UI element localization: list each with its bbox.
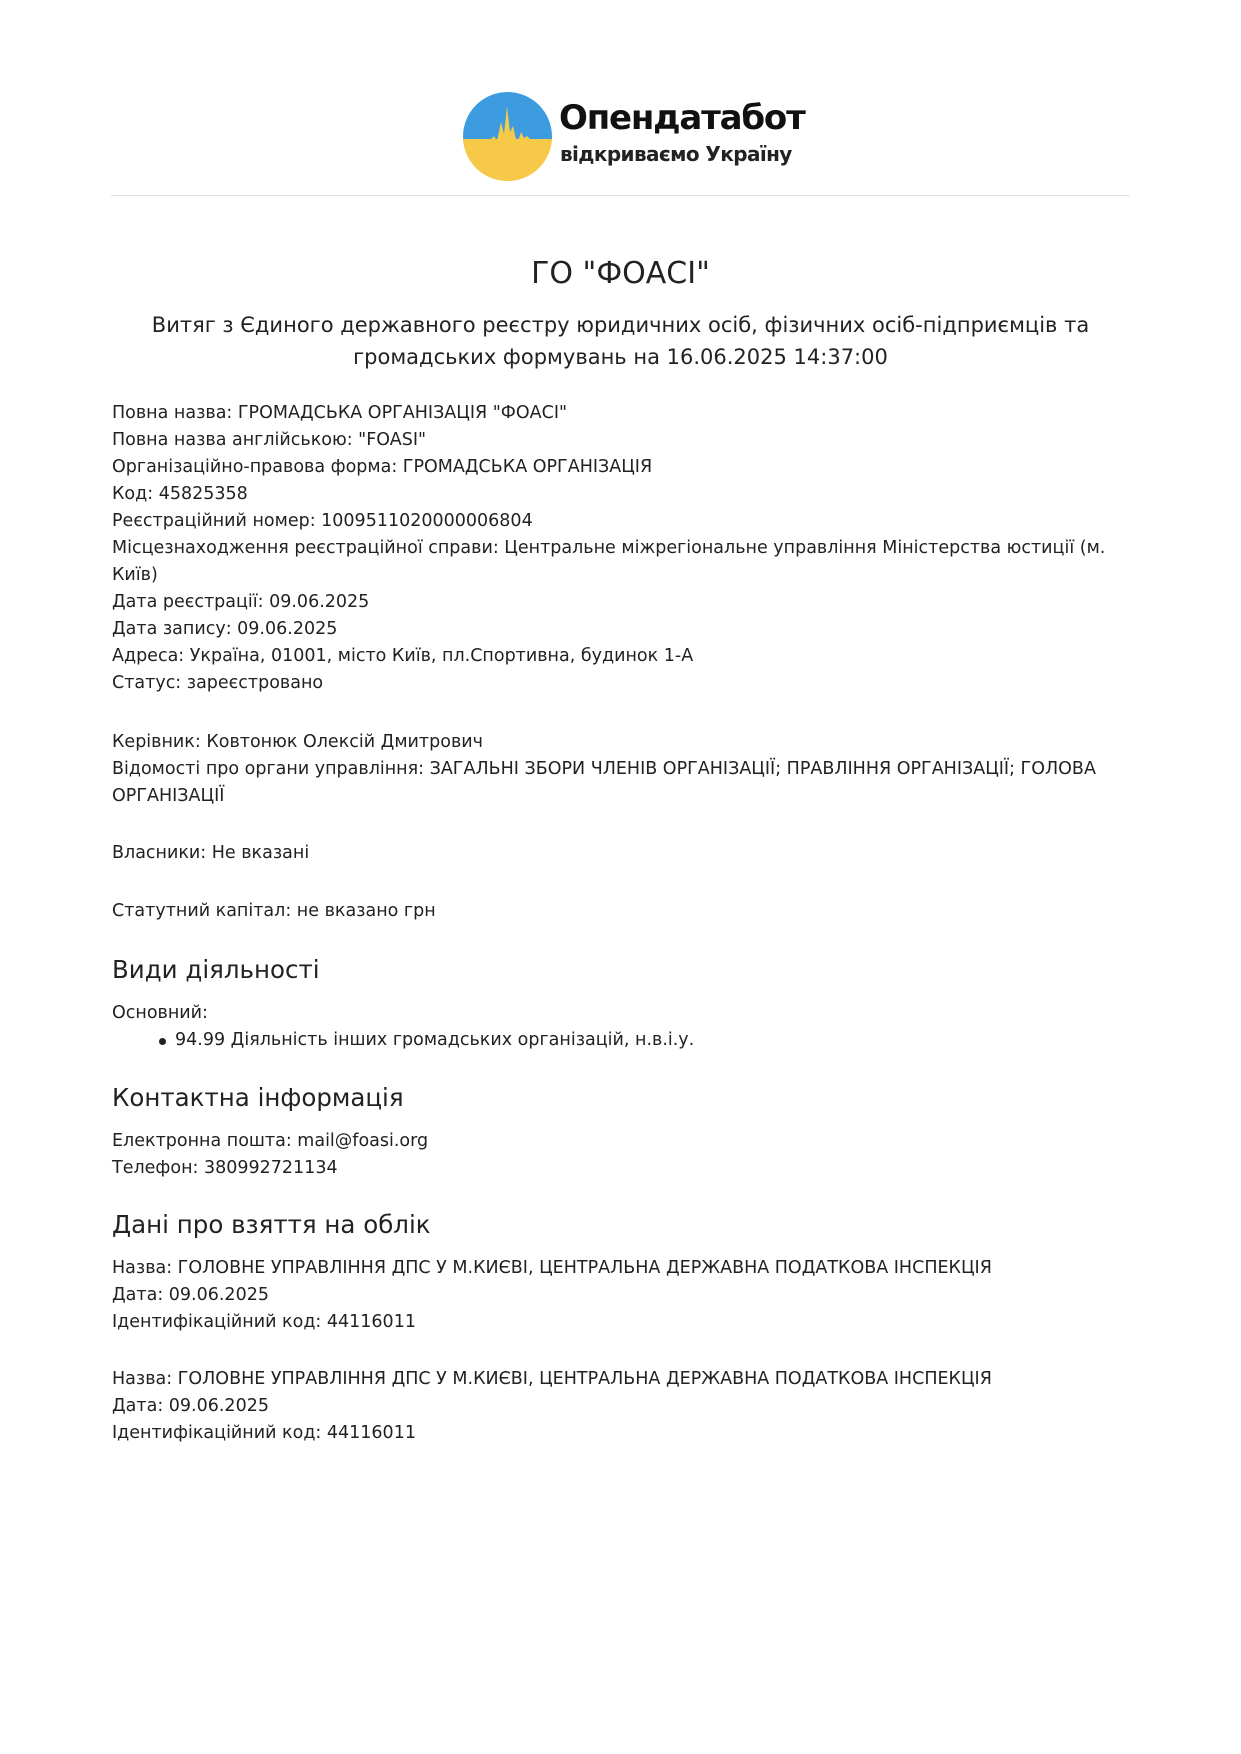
registration-number-line: Реєстраційний номер: 1009511020000006804	[112, 511, 533, 531]
tax-registration-heading: Дані про взяття на облік	[112, 1210, 431, 1239]
opendatabot-logo	[463, 92, 805, 182]
case-location-line: Місцезнаходження реєстраційної справи: Центральне міжрегіональне управління Міністерства юстиції (м. Київ)	[112, 538, 1106, 585]
owners-line: Власники: Не вказані	[112, 843, 310, 863]
english-name-line: Повна назва англійською: "FOASI"	[112, 430, 427, 450]
registration-date-line: Дата реєстрації: 09.06.2025	[112, 592, 370, 612]
tax-record-date: Дата: 09.06.2025	[112, 1285, 269, 1305]
logo-name: Опендатабот	[559, 98, 805, 138]
tax-record-name: Назва: ГОЛОВНЕ УПРАВЛІННЯ ДПС У М.КИЄВІ, ЦЕНТРАЛЬНА ДЕРЖАВНА ПОДАТКОВА ІНСПЕКЦІЯ	[112, 1369, 992, 1389]
head-line: Керівник: Ковтонюк Олексій Дмитрович	[112, 732, 483, 752]
activities-main-label: Основний:	[112, 1003, 208, 1023]
record-date-line: Дата запису: 09.06.2025	[112, 619, 338, 639]
email-line: Електронна пошта: mail@foasi.org	[112, 1131, 429, 1151]
legal-form-line: Організаційно-правова форма: ГРОМАДСЬКА ОРГАНІЗАЦІЯ	[112, 457, 653, 477]
tax-record-name: Назва: ГОЛОВНЕ УПРАВЛІННЯ ДПС У М.КИЄВІ, ЦЕНТРАЛЬНА ДЕРЖАВНА ПОДАТКОВА ІНСПЕКЦІЯ	[112, 1258, 992, 1278]
status-line: Статус: зареєстровано	[112, 673, 324, 693]
phone-line: Телефон: 380992721134	[112, 1158, 338, 1178]
logo-emblem-icon	[463, 92, 552, 181]
tax-record-id-code: Ідентифікаційний код: 44116011	[112, 1312, 416, 1332]
address-line: Адреса: Україна, 01001, місто Київ, пл.Спортивна, будинок 1-А	[112, 646, 694, 666]
document-subtitle: Витяг з Єдиного державного реєстру юридичних осіб, фізичних осіб-підприємців та громадських формувань на 16.06.2025 14:37:00	[151, 313, 1090, 369]
tax-record-date: Дата: 09.06.2025	[112, 1396, 269, 1416]
governing-bodies-line: Відомості про органи управління: ЗАГАЛЬНІ ЗБОРИ ЧЛЕНІВ ОРГАНІЗАЦІЇ; ПРАВЛІННЯ ОРГАНІЗАЦІЇ; ГОЛОВА ОРГАНІЗАЦІЇ	[112, 759, 1096, 806]
document-title: ГО "ФОАСІ"	[531, 256, 710, 291]
activities-heading: Види діяльності	[112, 955, 320, 984]
activity-item: 94.99 Діяльність інших громадських організацій, н.в.і.у.	[112, 1027, 1130, 1054]
contacts-heading: Контактна інформація	[112, 1083, 404, 1112]
activities-list	[112, 1027, 1130, 1054]
capital-line: Статутний капітал: не вказано грн	[112, 901, 436, 921]
logo-tagline: відкриваємо Україну	[560, 142, 792, 166]
code-line: Код: 45825358	[112, 484, 248, 504]
full-name-line: Повна назва: ГРОМАДСЬКА ОРГАНІЗАЦІЯ "ФОАСІ"	[112, 403, 568, 423]
tax-record-id-code: Ідентифікаційний код: 44116011	[112, 1423, 416, 1443]
header-divider	[111, 195, 1130, 196]
